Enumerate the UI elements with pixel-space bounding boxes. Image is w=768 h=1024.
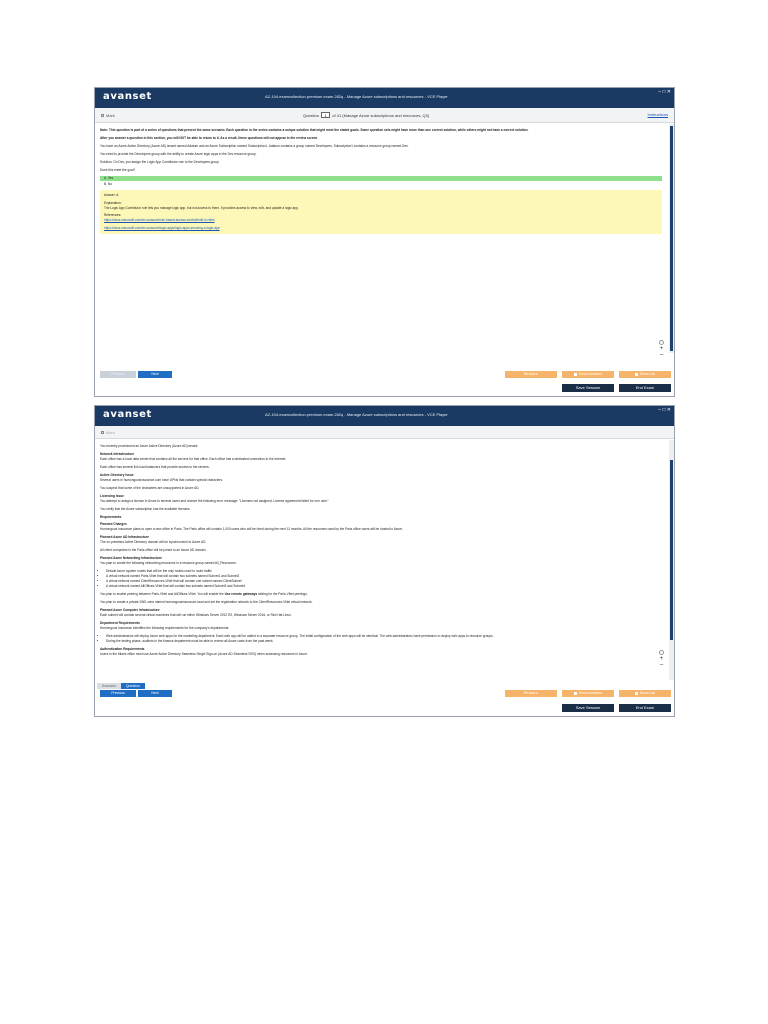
authentication-text: Users in the Miami office must use Azure Active Directory Seamless Single Sign-on (Azure AD Seamless SSO) when accessing resources in Azure.: [100, 651, 308, 656]
heading-network: Network Infrastructure: [100, 451, 135, 456]
list-item: • Default Azure system routes that will be the only routes used to route traffic: [106, 569, 662, 574]
answer-label: Answer: A: [104, 192, 119, 197]
mark-toggle[interactable]: Mark: [101, 113, 115, 118]
end-exam-button[interactable]: End Exam: [619, 384, 671, 392]
save-session-button[interactable]: Save Session: [562, 704, 614, 712]
window-title: AZ-104.examcollection.premium.exam.282q - Manage Azure subscriptions and resources - VCE Player: [265, 94, 448, 99]
previous-button[interactable]: Previous: [100, 690, 136, 697]
list-item: • A virtual network named AllOffices-VNet that will contain two subnets named Subnet3 and Subnet4: [106, 584, 662, 589]
vce-player-window-scenario: [94, 405, 675, 717]
series-note: Note: This question is part of a series of questions that present the same scenario. Each question in the series contains a unique solution that might meet the stated goals. Some question sets might have more than one correct solution, while others might not have a correct solution.: [100, 128, 529, 132]
option-no[interactable]: B. No: [104, 181, 112, 186]
next-button[interactable]: Next: [138, 690, 172, 697]
scenario-content: [95, 440, 667, 678]
zoom-reset-icon[interactable]: [659, 650, 664, 655]
show-list-button[interactable]: Show List: [619, 371, 671, 378]
heading-authentication: Authentication Requirements: [100, 646, 145, 651]
reference-link-roles[interactable]: https://docs.microsoft.com/en-us/azure/role-based-access-control/built-in-roles: [104, 218, 215, 223]
question-toolbar: [95, 108, 674, 123]
scrollbar-thumb[interactable]: [670, 126, 673, 351]
solution-text: Solution: On Dev, you assign the Logic App Contributor role to the Developers group.: [100, 159, 220, 164]
review-button[interactable]: Review ▸: [505, 690, 557, 697]
show-list-checkbox-icon: [635, 692, 638, 695]
requirement-text: You need to provide the Developers group with the ability to create Azure logic apps in the Dev resource group.: [100, 151, 257, 156]
computer-infra-text: Each subnet will contain several virtual machines that will run either Windows Server 2012 R2, Windows Server 2016, or Red Hat Linux.: [100, 612, 292, 617]
title-bar: [95, 406, 674, 426]
window-controls[interactable]: – □ ✕: [658, 407, 671, 413]
scrollbar-thumb[interactable]: [670, 460, 673, 640]
zoom-in-icon[interactable]: +: [659, 346, 664, 352]
mark-checkbox-icon[interactable]: [101, 114, 104, 117]
networking-resources-list: [106, 569, 662, 589]
dns-zone-text: You plan to create a private DNS zone named humongousinsurance.local and set the registration network to the ClientResources-VNet virtual network.: [100, 599, 313, 604]
goal-question: Does this meet the goal?: [100, 167, 136, 172]
question-toolbar: [95, 426, 674, 439]
show-answers-button[interactable]: Show Answers: [562, 690, 614, 697]
previous-button[interactable]: Previous: [100, 371, 136, 378]
review-button[interactable]: Review ▸: [505, 371, 557, 378]
licensing-text-2: You verify that the Azure subscription has the available licenses.: [100, 506, 191, 511]
list-item: • During the testing phase, auditors in the finance department must be able to review all Azure costs from the past week.: [106, 639, 662, 644]
answer-explanation-box: [100, 190, 662, 235]
no-return-warning: After you answer a question in this section, you will NOT be able to return to it. As a result, these questions will not appear in the review screen.: [100, 135, 319, 140]
avanset-logo: avanset: [103, 91, 152, 102]
zoom-out-icon[interactable]: –: [659, 352, 664, 358]
next-button[interactable]: Next: [138, 371, 172, 378]
question-navigator: Question 1 of 41 (Manage Azure subscriptions and resources, Q3): [303, 113, 430, 118]
tab-scenario[interactable]: Scenario: [97, 683, 121, 689]
peering-text: You plan to enable peering between Paris-VNet and AllOffices-VNet. You will enable the Use remote gateways setting for the Paris-VNet peerings.: [100, 591, 308, 596]
heading-networking-infrastructure: Planned Azure Networking Infrastructure: [100, 556, 162, 561]
ad-issue-text-1: Several users in humongousinsurance.com have UPNs that contain special characters.: [100, 477, 223, 482]
heading-department-requirements: Department Requirements: [100, 620, 140, 625]
show-answers-checkbox-icon: [574, 373, 577, 376]
heading-computer-infrastructure: Planned Azure Computer Infrastructure: [100, 607, 160, 612]
mark-checkbox-icon[interactable]: [101, 431, 104, 434]
scenario-intro: You recently provisioned an Azure Active Directory (Azure AD) tenant.: [100, 444, 199, 448]
reference-link-logic-apps[interactable]: https://docs.microsoft.com/en-us/azure/logic-apps/logic-apps-securing-a-logic-app: [104, 226, 220, 231]
show-list-checkbox-icon: [635, 373, 638, 376]
zoom-controls: [659, 650, 664, 668]
zoom-controls: [659, 340, 664, 358]
licensing-text-1: You attempt to assign a license in Azure to several users and receive the following error message: "Licenses not assigned. License agreement failed for one user.": [100, 498, 329, 503]
network-text-1: Each office has a local data center that contains all the servers for that office. Each office has a dedicated connection to the Internet.: [100, 456, 287, 461]
ad-infra-text-1: The on-premises Active Directory domain will be synchronized to Azure AD.: [100, 540, 207, 545]
list-item: • A virtual network named ClientResources-VNet that will contain one subnet named ClientSubnet: [106, 579, 662, 584]
question-number-input[interactable]: 1: [321, 112, 330, 118]
question-content: [95, 124, 667, 354]
content-scrollbar[interactable]: [669, 440, 674, 680]
list-item: • Web administrators will deploy Azure web apps for the marketing department. Each web app will be added to a separate resource group. The initial configuration of the web apps will be identical. The web administrators have permission to deploy web apps to resource groups.: [106, 634, 662, 639]
show-answers-checkbox-icon: [574, 692, 577, 695]
heading-planned-changes: Planned Changes: [100, 522, 127, 527]
remote-gateways-term: Use remote gateways: [224, 591, 258, 596]
department-intro: Humongous Insurance identifies the following requirements for the company's departments:: [100, 625, 230, 630]
window-controls[interactable]: – □ ✕: [658, 89, 671, 95]
zoom-out-icon[interactable]: –: [659, 662, 664, 668]
explanation-text: The Logic App Contributor role lets you manage logic app, but not access to them. It provides access to view, edit, and update a logic app.: [104, 205, 299, 210]
save-session-button[interactable]: Save Session: [562, 384, 614, 392]
networking-intro: You plan to create the following networking resources in a resource group named All_Resources:: [100, 561, 237, 566]
references-label: References:: [104, 213, 122, 218]
zoom-in-icon[interactable]: +: [659, 656, 664, 662]
explanation-label: Explanation:: [104, 200, 122, 205]
end-exam-button[interactable]: End Exam: [619, 704, 671, 712]
option-yes[interactable]: A. Yes: [100, 176, 662, 181]
scenario-text: You have an Azure Active Directory (Azure AD) tenant named Adatum and an Azure Subscription named Subscription1. Adatum contains a group named Developers. Subscription1 contains a resource group named Dev.: [100, 143, 409, 148]
content-scrollbar[interactable]: [669, 124, 674, 353]
list-item: • A virtual network named Paris-VNet that will contain two subnets named Subnet1 and Subnet2: [106, 574, 662, 579]
department-requirements-list: [106, 634, 662, 644]
heading-requirements: Requirements: [100, 514, 122, 519]
scenario-question-tabs: [97, 683, 145, 689]
ad-infra-text-2: All client computers in the Paris office will be joined to an Azure AD domain.: [100, 548, 207, 553]
zoom-reset-icon[interactable]: [659, 340, 664, 345]
show-answers-button[interactable]: Show Answers: [562, 371, 614, 378]
ad-issue-text-2: You suspect that some of the characters are unsupported in Azure AD.: [100, 485, 200, 490]
instructions-link[interactable]: Instructions: [647, 112, 668, 117]
window-title: AZ-104.examcollection.premium.exam.282q - Manage Azure subscriptions and resources - VCE Player: [265, 412, 448, 417]
planned-changes-text: Humongous Insurance plans to open a new office in Paris. The Paris office will contain 1,000 users who will be hired during the next 12 months. All the resources used by the Paris office users will be hosted in Azure.: [100, 527, 403, 532]
title-bar: [95, 88, 674, 108]
show-list-button[interactable]: Show List: [619, 690, 671, 697]
tab-question[interactable]: Question: [121, 683, 145, 689]
heading-ad-issue: Active Directory Issue: [100, 472, 134, 477]
mark-toggle[interactable]: Mark: [101, 430, 115, 435]
network-text-2: Each office has several link load balancers that provide access to the servers.: [100, 464, 210, 469]
avanset-logo: avanset: [103, 409, 152, 420]
heading-licensing: Licensing Issue: [100, 493, 124, 498]
vce-player-window-question: [94, 87, 675, 397]
heading-ad-infrastructure: Planned Azure AD Infrastructure: [100, 535, 150, 540]
